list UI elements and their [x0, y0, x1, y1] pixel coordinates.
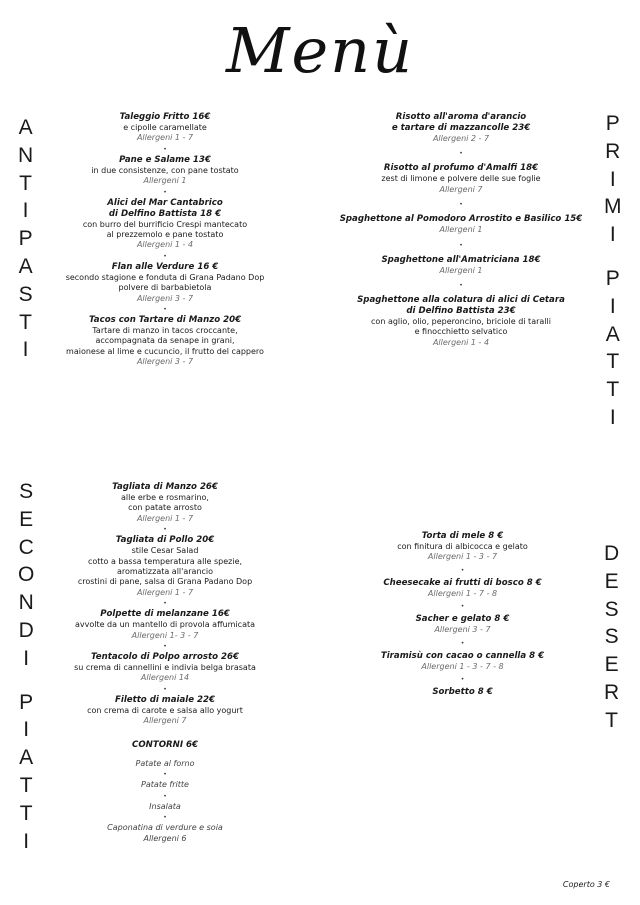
- dish-item: [340, 614, 585, 635]
- dish-name: Tacos con Tartare di Manzo 20€: [88, 315, 242, 326]
- dish-description: polvere di barbabietola: [118, 283, 212, 293]
- label-letter: N: [18, 143, 34, 167]
- dish-description: stile Cesar Salad: [131, 546, 199, 556]
- dish-name: Tagliata di Manzo 26€: [112, 482, 218, 492]
- dish-allergens: Allergeni 1 - 4: [432, 337, 490, 347]
- label-letter: D: [604, 542, 620, 565]
- dish-name: Torta di mele 8 €: [421, 531, 504, 541]
- label-letter: T: [19, 171, 32, 195]
- separator-dot: •: [163, 792, 167, 800]
- dish-item: [40, 112, 290, 144]
- separator-dot: •: [163, 771, 167, 779]
- contorni-section: [40, 740, 290, 844]
- dish-allergens: Allergeni 1 - 7: [136, 133, 194, 143]
- dish-name: Tiramisù con cacao o cannella 8 €: [380, 650, 545, 661]
- label-letter: I: [609, 167, 616, 191]
- dish-allergens: Allergeni 7: [143, 716, 187, 726]
- primi-piatti-vertical-label: [604, 110, 622, 432]
- dish-name: Risotto al profumo d'Amalfi 18€: [383, 163, 539, 174]
- dessert-section: [340, 531, 585, 698]
- dish-item: [40, 155, 290, 187]
- separator-dot: •: [163, 685, 167, 693]
- antipasti-section: [40, 112, 290, 368]
- dish-description: con aglio, olio, peperoncino, briciole di taralli: [371, 317, 551, 327]
- dish-description: al prezzemolo e pane tostato: [106, 230, 224, 240]
- dish-allergens: Allergeni 14: [140, 673, 190, 683]
- dish-allergens: Allergeni 1 - 7 - 8: [427, 588, 498, 598]
- separator-dot: •: [163, 526, 167, 534]
- dish-item: [325, 112, 597, 144]
- menu-title: Menù: [225, 14, 415, 87]
- label-letter: I: [23, 646, 30, 670]
- label-letter: P: [605, 112, 620, 135]
- dish-name: Polpette di melanzane 16€: [100, 609, 230, 620]
- dish-description: su crema di cannellini e indivia belga brasata: [74, 663, 256, 673]
- label-letter: P: [18, 227, 33, 251]
- dish-name: Alici del Mar Cantabrico di Delfino Battista 18 €: [107, 197, 223, 219]
- dish-description: con burro del burrificio Crespi mantecato: [82, 219, 248, 229]
- dish-description: e finocchietto selvatico: [414, 327, 508, 337]
- dish-allergens: Allergeni 2 - 7: [432, 134, 490, 143]
- label-letter: T: [19, 801, 33, 825]
- dish-description: in due consistenze, con pane tostato: [91, 165, 239, 175]
- dish-name: Cheesecake ai frutti di bosco 8 €: [383, 577, 542, 588]
- dish-description: maionese al lime e cucuncio, il frutto del cappero: [66, 346, 264, 356]
- separator-dot: •: [460, 566, 465, 574]
- label-letter: E: [604, 569, 619, 593]
- dish-name: Tagliata di Pollo 20€: [115, 535, 215, 546]
- dish-item: [340, 531, 585, 563]
- label-letter: T: [605, 708, 618, 732]
- label-letter: I: [22, 199, 29, 223]
- dish-description: con finitura di albicocca e gelato: [397, 542, 528, 551]
- dish-allergens: Allergeni 1: [143, 176, 187, 186]
- label-letter: P: [605, 266, 620, 290]
- label-letter: I: [23, 829, 30, 853]
- dish-name: Spaghettone al Pomodoro Arrostito e Basilico 15€: [339, 214, 583, 225]
- label-letter: T: [606, 378, 620, 402]
- separator-dot: •: [163, 306, 167, 314]
- secondi-section: [40, 482, 290, 727]
- side-dish-item: Patate fritte: [141, 780, 189, 790]
- dish-item: [40, 652, 290, 684]
- dish-description: crostini di pane, salsa di Grana Padano Dop: [77, 577, 253, 587]
- separator-dot: •: [460, 603, 465, 611]
- label-letter: I: [609, 223, 616, 247]
- label-letter: S: [604, 625, 619, 649]
- dish-name: Spaghettone alla colatura di alici di Cetara di Delfino Battista 23€: [357, 295, 565, 317]
- side-dish-allergens: Allergeni 6: [143, 833, 187, 843]
- label-letter: M: [604, 195, 622, 219]
- dish-description: avvolte da un mantello di provola affumicata: [74, 620, 256, 630]
- dish-name: Risotto all'aroma d'arancio e tartare di mazzancolle 23€: [391, 112, 531, 133]
- label-letter: S: [18, 282, 33, 306]
- separator-dot: •: [460, 639, 465, 647]
- separator-dot: •: [459, 241, 463, 249]
- dish-allergens: Allergeni 1: [439, 265, 483, 275]
- dish-item: [340, 578, 585, 599]
- dish-name: Filetto di maiale 22€: [115, 694, 215, 705]
- label-letter: A: [18, 116, 33, 139]
- dish-allergens: Allergeni 1- 3 - 7: [131, 630, 199, 640]
- label-letter: D: [18, 618, 34, 642]
- label-letter: C: [18, 535, 34, 559]
- antipasti-vertical-label: [18, 114, 33, 364]
- label-letter: I: [609, 405, 616, 429]
- label-letter: I: [22, 338, 29, 362]
- separator-dot: •: [459, 282, 463, 290]
- label-letter: T: [19, 773, 33, 797]
- dish-item: [340, 687, 585, 698]
- dish-allergens: Allergeni 1 - 3 - 7: [427, 552, 498, 562]
- dish-description: con crema di carote e salsa allo yogurt: [87, 705, 243, 715]
- label-letter: S: [604, 597, 619, 621]
- dish-item: [40, 609, 290, 641]
- separator-dot: •: [163, 814, 167, 822]
- dish-name: Flan alle Verdure 16 €: [111, 261, 219, 272]
- dish-description: Tartare di manzo in tacos croccante,: [92, 326, 238, 336]
- label-letter: E: [19, 507, 34, 531]
- dish-item: [40, 315, 290, 368]
- dish-item: [40, 262, 290, 304]
- label-letter: I: [609, 294, 616, 318]
- dish-description: cotto a bassa temperatura alle spezie,: [87, 556, 243, 566]
- primi-section: [325, 112, 597, 348]
- label-letter: A: [18, 254, 33, 278]
- dish-description: zest di limone e polvere delle sue foglie: [381, 174, 541, 184]
- dish-item: [40, 198, 290, 251]
- dish-name: Taleggio Fritto 16€: [119, 112, 211, 122]
- label-letter: R: [605, 139, 621, 163]
- label-letter: N: [18, 591, 34, 615]
- dish-description: e cipolle caramellate: [123, 123, 207, 132]
- label-letter: P: [19, 690, 34, 714]
- dish-item: [340, 651, 585, 672]
- dish-allergens: Allergeni 7: [439, 184, 483, 194]
- contorni-heading: CONTORNI 6€: [132, 740, 198, 750]
- dish-item: [40, 695, 290, 727]
- dish-allergens: Allergeni 3 - 7: [136, 357, 194, 367]
- separator-dot: •: [163, 188, 167, 196]
- dish-description: alle erbe e rosmarino,: [121, 493, 209, 502]
- separator-dot: •: [460, 676, 465, 684]
- dish-allergens: Allergeni 3 - 7: [434, 625, 491, 635]
- label-letter: I: [23, 718, 30, 742]
- dish-name: Spaghettone all'Amatriciana 18€: [381, 254, 541, 265]
- dish-name: Pane e Salame 13€: [119, 154, 211, 165]
- dish-description: accompagnata da senape in grani,: [95, 336, 235, 346]
- dish-allergens: Allergeni 1 - 7: [136, 587, 194, 597]
- cover-charge: Coperto 3 €: [562, 880, 610, 889]
- dish-item: [325, 295, 597, 348]
- dish-item: [40, 482, 290, 524]
- separator-dot: •: [163, 600, 167, 608]
- dish-allergens: Allergeni 1: [439, 225, 483, 235]
- dish-description: aromatizzata all'arancio: [116, 567, 214, 577]
- label-letter: A: [19, 746, 34, 770]
- dish-allergens: Allergeni 3 - 7: [136, 293, 194, 303]
- dish-description: secondo stagione e fonduta di Grana Padano Dop: [65, 272, 265, 282]
- dish-item: [325, 214, 597, 235]
- label-letter: S: [19, 480, 34, 503]
- separator-dot: •: [459, 150, 463, 158]
- label-letter: A: [605, 322, 620, 346]
- label-letter: T: [19, 310, 32, 334]
- label-letter: E: [604, 653, 619, 677]
- separator-dot: •: [163, 643, 167, 651]
- dish-item: [325, 163, 597, 195]
- dish-name: Sacher e gelato 8 €: [415, 614, 510, 625]
- label-letter: O: [18, 563, 35, 587]
- label-letter: R: [604, 680, 620, 704]
- dish-description: con patate arrosto: [128, 503, 202, 513]
- separator-dot: •: [163, 252, 167, 260]
- dish-name: Sorbetto 8 €: [432, 687, 493, 698]
- separator-dot: •: [163, 145, 167, 153]
- dish-allergens: Allergeni 1 - 7: [136, 513, 194, 523]
- separator-dot: •: [459, 201, 463, 209]
- side-dish-item: Caponatina di verdure e soia: [107, 823, 223, 833]
- dish-allergens: Allergeni 1 - 3 - 7 - 8: [421, 661, 504, 671]
- side-dish-item: Insalata: [149, 801, 181, 811]
- dish-item: [325, 255, 597, 276]
- dish-item: [40, 535, 290, 598]
- dish-allergens: Allergeni 1 - 4: [136, 240, 194, 250]
- label-letter: T: [606, 350, 620, 374]
- dish-name: Tentacolo di Polpo arrosto 26€: [91, 652, 239, 663]
- secondi-piatti-vertical-label: [18, 478, 34, 855]
- side-dish-item: Patate al forno: [135, 759, 195, 768]
- dessert-vertical-label: [604, 540, 619, 735]
